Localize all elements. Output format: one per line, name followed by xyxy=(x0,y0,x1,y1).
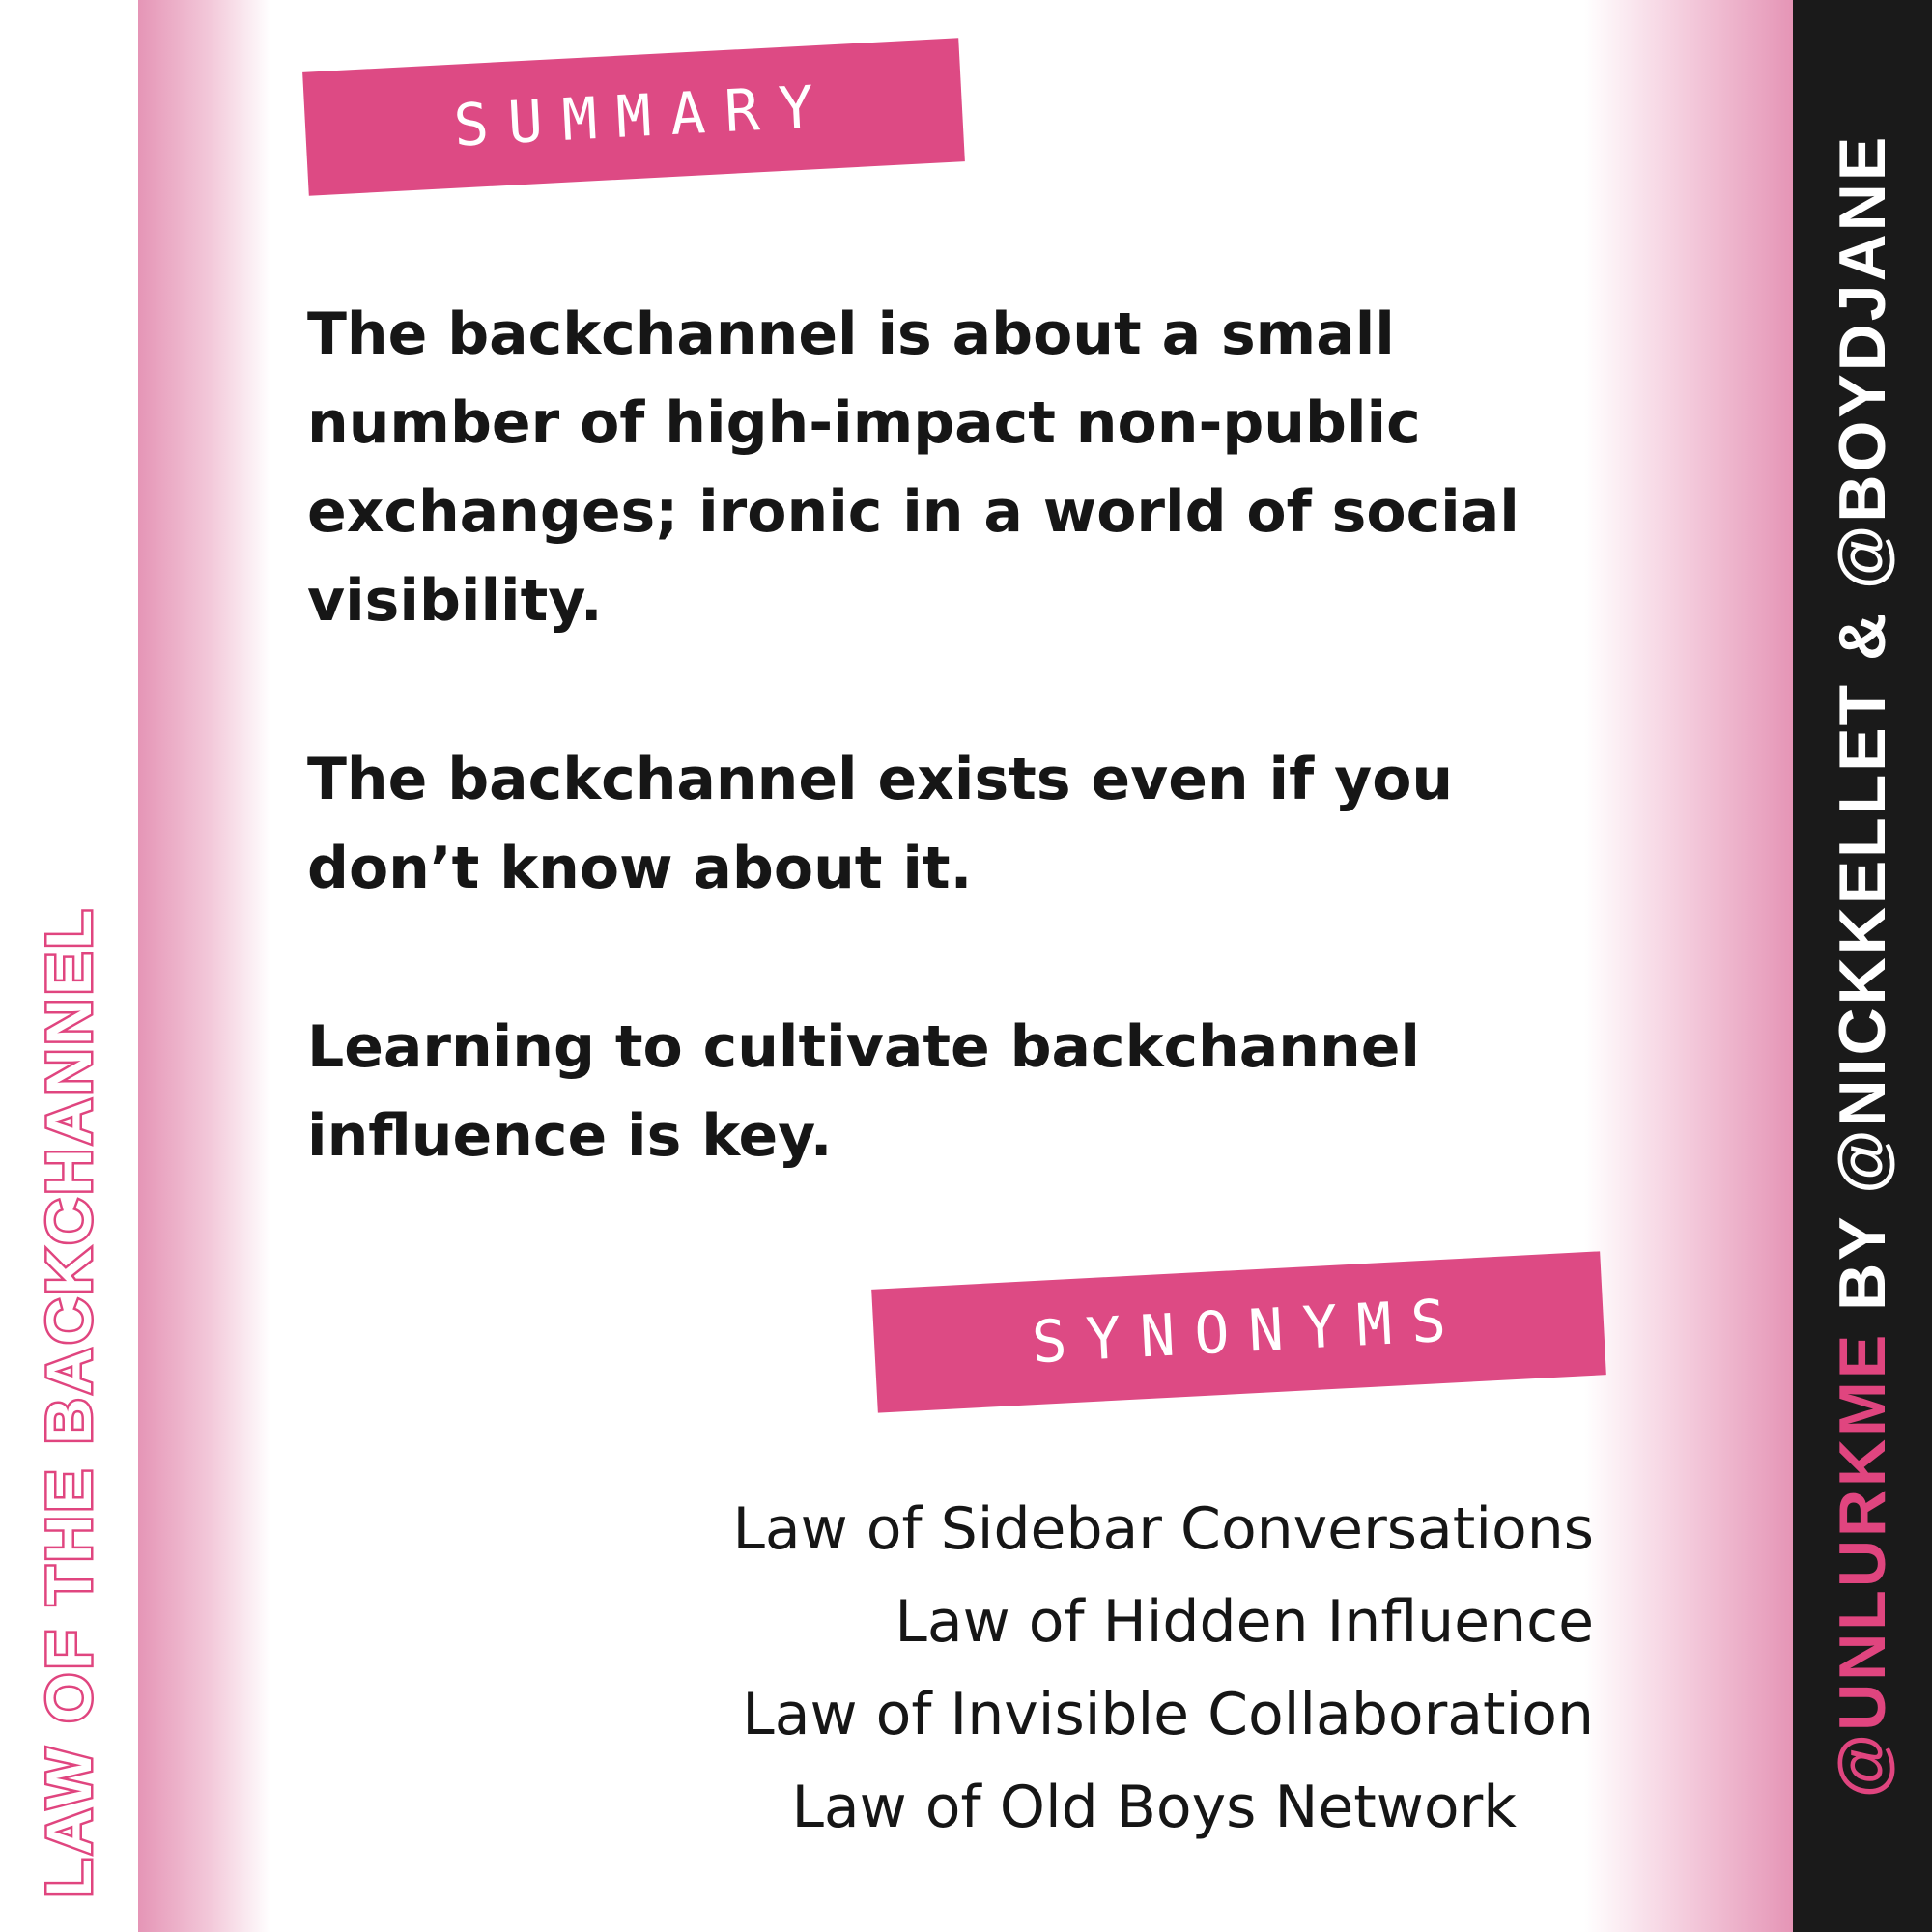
summary-heading-label: SUMMARY xyxy=(451,72,835,160)
synonyms-heading-label: SYNONYMS xyxy=(1030,1286,1467,1378)
synonym-item: Law of Invisible Collaboration xyxy=(742,1681,1594,1748)
summary-paragraph: The backchannel is about a small number of high-impact non-public exchanges; ironic in a world of social visibility. xyxy=(307,300,1520,635)
synonym-item: Law of Sidebar Conversations xyxy=(732,1495,1594,1563)
vertical-credit-line xyxy=(1825,134,1900,1798)
left-pink-gradient xyxy=(138,0,270,1932)
summary-body xyxy=(307,290,1602,1270)
credit-rest: BY @NICKKELLET & @BOYDJANE xyxy=(1826,133,1899,1332)
credit-handle-primary: @UNLURKME xyxy=(1826,1331,1899,1799)
right-pink-gradient xyxy=(1584,0,1793,1932)
summary-paragraph: The backchannel exists even if you don’t know about it. xyxy=(307,746,1454,902)
vertical-page-title: LAW OF THE BACKCHANNEL xyxy=(33,905,104,1898)
synonyms-list xyxy=(618,1483,1594,1854)
synonym-item: Law of Old Boys Network xyxy=(791,1774,1517,1841)
summary-heading-stamp xyxy=(302,38,965,195)
summary-paragraph: Learning to cultivate backchannel influence is key. xyxy=(307,1013,1420,1170)
synonyms-heading-stamp xyxy=(871,1251,1606,1412)
synonym-item: Law of Hidden Influence xyxy=(895,1588,1594,1656)
